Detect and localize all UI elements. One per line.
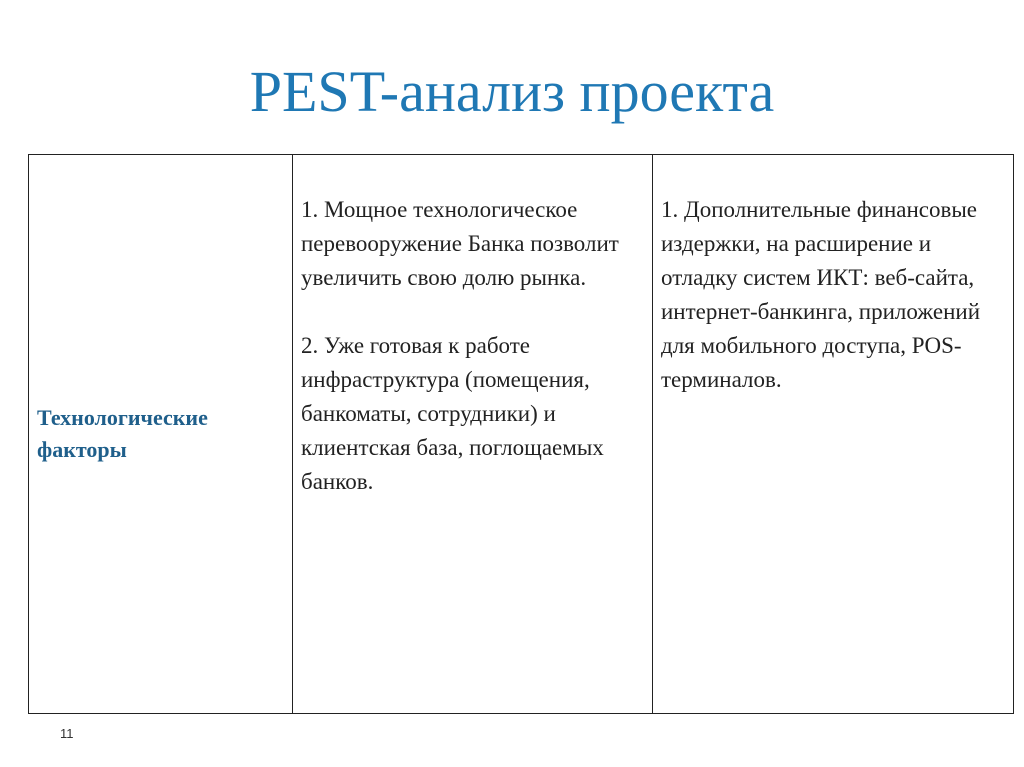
opportunities-cell: [293, 155, 653, 714]
opportunities-text: 1. Мощное технологическое перевооружение Банка позволит увеличить свою долю рынка. 2. Уже готовая к работе инфраструктура (помещения, банкоматы, сотрудники) и клиентская база, поглощаемых банков.: [301, 197, 619, 494]
factor-cell: [29, 155, 293, 714]
pest-table: [28, 154, 1014, 714]
page-number: 11: [60, 726, 74, 741]
table-row: [29, 155, 1014, 714]
factor-label: Технологические факторы: [37, 405, 208, 462]
slide-title: PEST-анализ проекта: [249, 59, 775, 124]
threats-cell: [653, 155, 1014, 714]
threats-text: 1. Дополнительные финансовые издержки, на расширение и отладку систем ИКТ: веб-сайта, интернет-банкинга, приложений для мобильного доступа, POS-терминалов.: [661, 197, 981, 392]
